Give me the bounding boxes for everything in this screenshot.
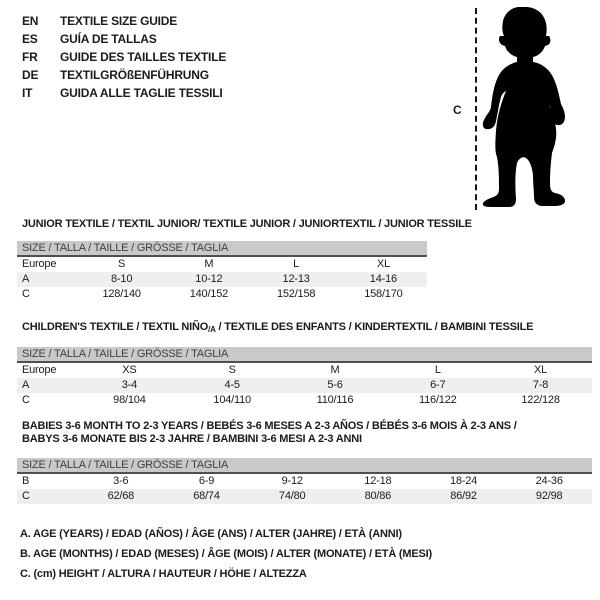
table-cell: 3-6	[113, 475, 129, 487]
lang-row-es	[22, 30, 226, 48]
table-cell: 152/158	[276, 288, 316, 300]
table-cell: 68/74	[193, 490, 220, 502]
table-cell: 6-9	[198, 475, 215, 487]
table-cell: 116/122	[419, 394, 457, 406]
lang-label: GUIDA ALLE TAGLIE TESSILI	[60, 86, 223, 100]
lang-code: DE	[22, 68, 39, 82]
height-dashed-line	[475, 8, 477, 210]
babies-table	[17, 420, 592, 504]
table-row	[17, 287, 427, 302]
baby-silhouette-icon	[481, 5, 569, 207]
table-row	[17, 489, 592, 504]
row-label: C	[22, 394, 30, 406]
babies-table-title	[17, 420, 592, 446]
height-measure-label: C	[453, 103, 462, 117]
table-row	[17, 272, 427, 287]
table-cell: 18-24	[449, 475, 478, 487]
table-cell: 74/80	[278, 490, 306, 502]
table-row	[17, 257, 427, 272]
title-part: / TEXTILE DES ENFANTS / KINDERTEXTIL / BAMBINI TESSILE	[215, 321, 534, 333]
junior-table-title: JUNIOR TEXTILE / TEXTIL JUNIOR/ TEXTILE JUNIOR / JUNIORTEXTIL / JUNIOR TESSILE	[22, 218, 472, 230]
lang-label: TEXTILGRÖßENFÜHRUNG	[60, 68, 209, 82]
row-label: A	[22, 273, 30, 285]
table-cell: 12-13	[282, 273, 310, 285]
lang-code: ES	[22, 32, 38, 46]
table-cell: M	[330, 364, 340, 376]
lang-label: GUIDE DES TAILLES TEXTILE	[60, 50, 227, 64]
row-label: B	[22, 475, 30, 487]
table-cell: L	[434, 364, 441, 376]
table-cell: 80/86	[364, 490, 392, 502]
footnotes	[20, 528, 432, 588]
junior-table	[17, 218, 472, 302]
table-cell: 86/92	[450, 490, 477, 502]
row-label: Europe	[22, 364, 57, 376]
lang-code: IT	[22, 86, 33, 100]
title-part: CHILDREN'S TEXTILE / TEXTIL NIÑO	[22, 321, 209, 333]
table-row	[17, 378, 592, 393]
table-row	[17, 393, 592, 408]
lang-row-it	[22, 84, 226, 102]
table-cell: S	[228, 364, 236, 376]
lang-code: EN	[22, 14, 39, 28]
lang-row-fr	[22, 48, 226, 66]
title-subscript: /A	[208, 325, 216, 334]
lang-row-de	[22, 66, 226, 84]
table-cell: XL	[376, 258, 390, 270]
footnote-a: A. AGE (YEARS) / EDAD (AÑOS) / ÂGE (ANS) / ALTER (JAHRE) / ETÀ (ANNI)	[20, 528, 402, 540]
table-row	[17, 363, 592, 378]
lang-code: FR	[22, 50, 38, 64]
table-cell: 122/128	[521, 394, 560, 406]
table-cell: 140/152	[189, 288, 229, 300]
table-cell: XL	[534, 364, 548, 376]
lang-label: TEXTILE SIZE GUIDE	[60, 14, 178, 28]
row-label: C	[22, 490, 30, 502]
table-cell: 128/140	[102, 288, 141, 300]
row-label: A	[22, 379, 30, 391]
table-cell: 24-36	[535, 475, 563, 487]
size-header-bar: SIZE / TALLA / TAILLE / GRÖSSE / TAGLIA	[17, 241, 427, 257]
table-cell: 158/170	[364, 288, 403, 300]
table-cell: 110/116	[316, 394, 354, 406]
table-cell: M	[204, 258, 214, 270]
table-cell: 5-6	[327, 379, 343, 391]
table-cell: 7-8	[532, 379, 549, 391]
babies-title-line2: BABYS 3-6 MONATE BIS 2-3 JAHRE / BAMBINI 3-6 MESI A 2-3 ANNI	[22, 433, 362, 445]
table-cell: 4-5	[224, 379, 240, 391]
table-cell: 14-16	[369, 273, 397, 285]
table-cell: 8-10	[111, 273, 133, 285]
table-cell: 10-12	[195, 273, 223, 285]
table-cell: L	[293, 258, 300, 270]
row-label: C	[22, 288, 30, 300]
table-cell: 12-18	[364, 475, 392, 487]
language-legend	[22, 12, 226, 102]
row-label: Europe	[22, 258, 57, 270]
table-cell: 98/104	[113, 394, 146, 406]
table-cell: 6-7	[430, 379, 446, 391]
table-cell: S	[118, 258, 126, 270]
size-header-bar: SIZE / TALLA / TAILLE / GRÖSSE / TAGLIA	[17, 458, 592, 474]
children-table	[17, 321, 592, 408]
footnote-c: C. (cm) HEIGHT / ALTURA / HAUTEUR / HÖHE / ALTEZZA	[20, 568, 307, 580]
lang-label: GUÍA DE TALLAS	[60, 32, 157, 46]
table-cell: 62/68	[107, 490, 135, 502]
table-cell: XS	[122, 364, 137, 376]
table-cell: 3-4	[121, 379, 138, 391]
babies-title-line1: BABIES 3-6 MONTH TO 2-3 YEARS / BEBÉS 3-6 MESES A 2-3 AÑOS / BÉBÉS 3-6 MOIS À 2-3 ANS /	[22, 420, 517, 432]
size-header-bar: SIZE / TALLA / TAILLE / GRÖSSE / TAGLIA	[17, 347, 592, 363]
children-table-title	[22, 321, 592, 336]
table-cell: 92/98	[535, 490, 563, 502]
table-row	[17, 474, 592, 489]
footnote-b: B. AGE (MONTHS) / EDAD (MESES) / ÂGE (MOIS) / ALTER (MONATE) / ETÀ (MESI)	[20, 548, 432, 560]
lang-row-en	[22, 12, 226, 30]
table-cell: 9-12	[281, 475, 303, 487]
table-cell: 104/110	[213, 394, 251, 406]
